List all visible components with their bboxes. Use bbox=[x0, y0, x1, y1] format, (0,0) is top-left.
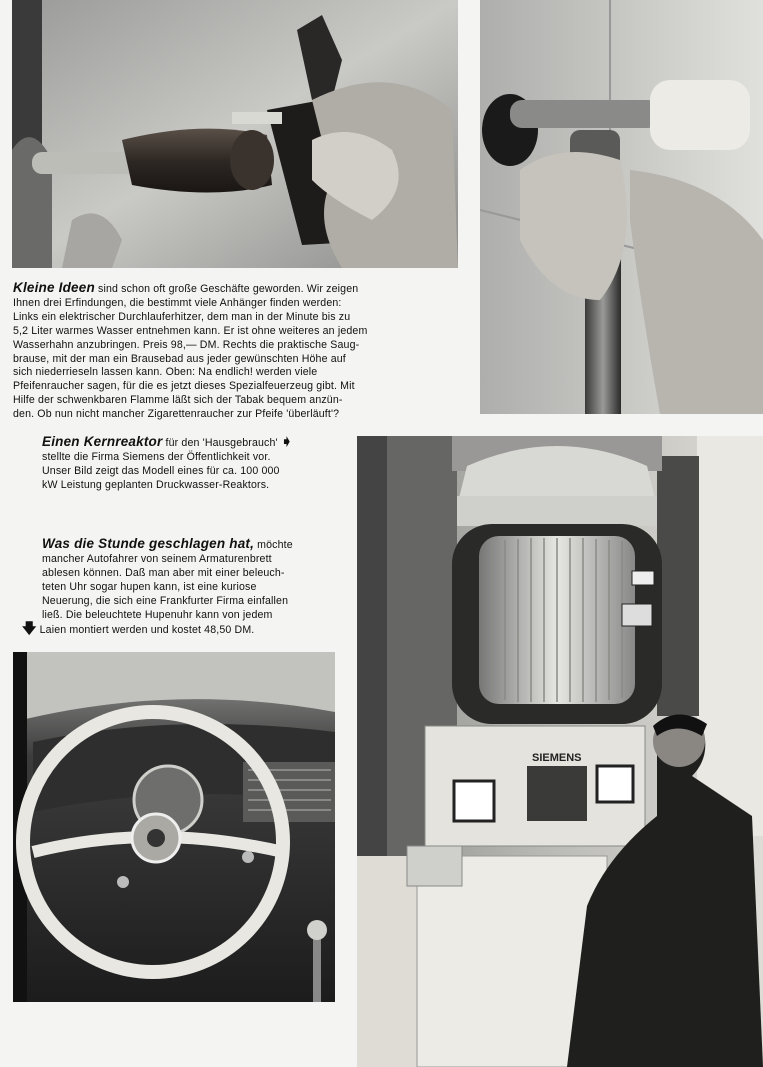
photo-reactor-model bbox=[357, 436, 763, 1067]
console-brand-label: SIEMENS bbox=[532, 752, 582, 764]
caption-line: Laien montiert werden und kostet 48,50 DM. bbox=[39, 624, 255, 637]
caption-line: mancher Autofahrer von seinem Armaturenbrett bbox=[42, 552, 272, 565]
caption-line: Links ein elektrischer Durchlauferhitzer, dem man in der Minute bis zu bbox=[13, 310, 351, 323]
reactor-model-image bbox=[357, 436, 763, 1067]
caption-line: Unser Bild zeigt das Modell eines für ca. 100 000 bbox=[42, 464, 280, 477]
arrow-down-icon: 🡇 bbox=[22, 620, 37, 637]
caption-line: Ihnen drei Erfindungen, die bestimmt viele Anhänger finden werden: bbox=[13, 296, 342, 309]
steering-wheel-image bbox=[13, 652, 335, 1002]
caption-horn-clock bbox=[22, 536, 334, 638]
caption-line: stellte die Firma Siemens der Öffentlichkeit vor. bbox=[42, 450, 271, 463]
caption-line: kW Leistung geplanten Druckwasser-Reaktors. bbox=[42, 478, 270, 491]
caption-line: für den 'Hausgebrauch' bbox=[162, 437, 278, 449]
caption-horn-clock-lead: Was die Stunde geschlagen hat, bbox=[42, 536, 255, 551]
shower-head-image bbox=[480, 0, 763, 414]
photo-pipe-lighter bbox=[12, 0, 458, 268]
caption-line: Hilfe der schwenkbaren Flamme läßt sich der Tabak bequem anzün- bbox=[13, 394, 343, 407]
caption-line: möchte bbox=[254, 539, 293, 551]
caption-small-ideas bbox=[13, 281, 461, 422]
caption-line: sich niederrieseln lassen kann. Oben: Na endlich! werden viele bbox=[13, 366, 318, 379]
caption-line: den. Ob nun nicht mancher Zigarettenraucher zur Pfeife 'überläuft'? bbox=[13, 408, 340, 421]
caption-reactor-lead: Einen Kernreaktor bbox=[42, 434, 163, 449]
photo-steering-wheel bbox=[13, 652, 335, 1002]
caption-line: teten Uhr sogar hupen kann, ist eine kuriose bbox=[42, 580, 257, 593]
caption-reactor bbox=[42, 435, 342, 493]
caption-line: sind schon oft große Geschäfte geworden. Wir zeigen bbox=[94, 283, 359, 295]
arrow-right-icon: ➧ bbox=[280, 433, 293, 449]
caption-line: Pfeifenraucher sagen, für die es jetzt dieses Spezialfeuerzeug gibt. Mit bbox=[13, 380, 355, 393]
caption-line: 5,2 Liter warmes Wasser entnehmen kann. Er ist ohne weiteres an jedem bbox=[13, 324, 368, 337]
pipe-lighter-image bbox=[12, 0, 458, 268]
caption-line-last bbox=[22, 622, 334, 638]
photo-shower-head bbox=[480, 0, 763, 414]
caption-line: Neuerung, die sich eine Frankfurter Firma einfallen bbox=[42, 594, 289, 607]
caption-small-ideas-lead: Kleine Ideen bbox=[13, 280, 95, 295]
caption-line: Wasserhahn anzubringen. Preis 98,— DM. Rechts die praktische Saug- bbox=[13, 338, 360, 351]
caption-line: ablesen können. Daß man aber mit einer beleuch- bbox=[42, 566, 285, 579]
caption-line: brause, mit der man ein Brausebad aus jeder gewünschten Höhe auf bbox=[13, 352, 346, 365]
caption-line: ließ. Die beleuchtete Hupenuhr kann von jedem bbox=[42, 608, 273, 621]
